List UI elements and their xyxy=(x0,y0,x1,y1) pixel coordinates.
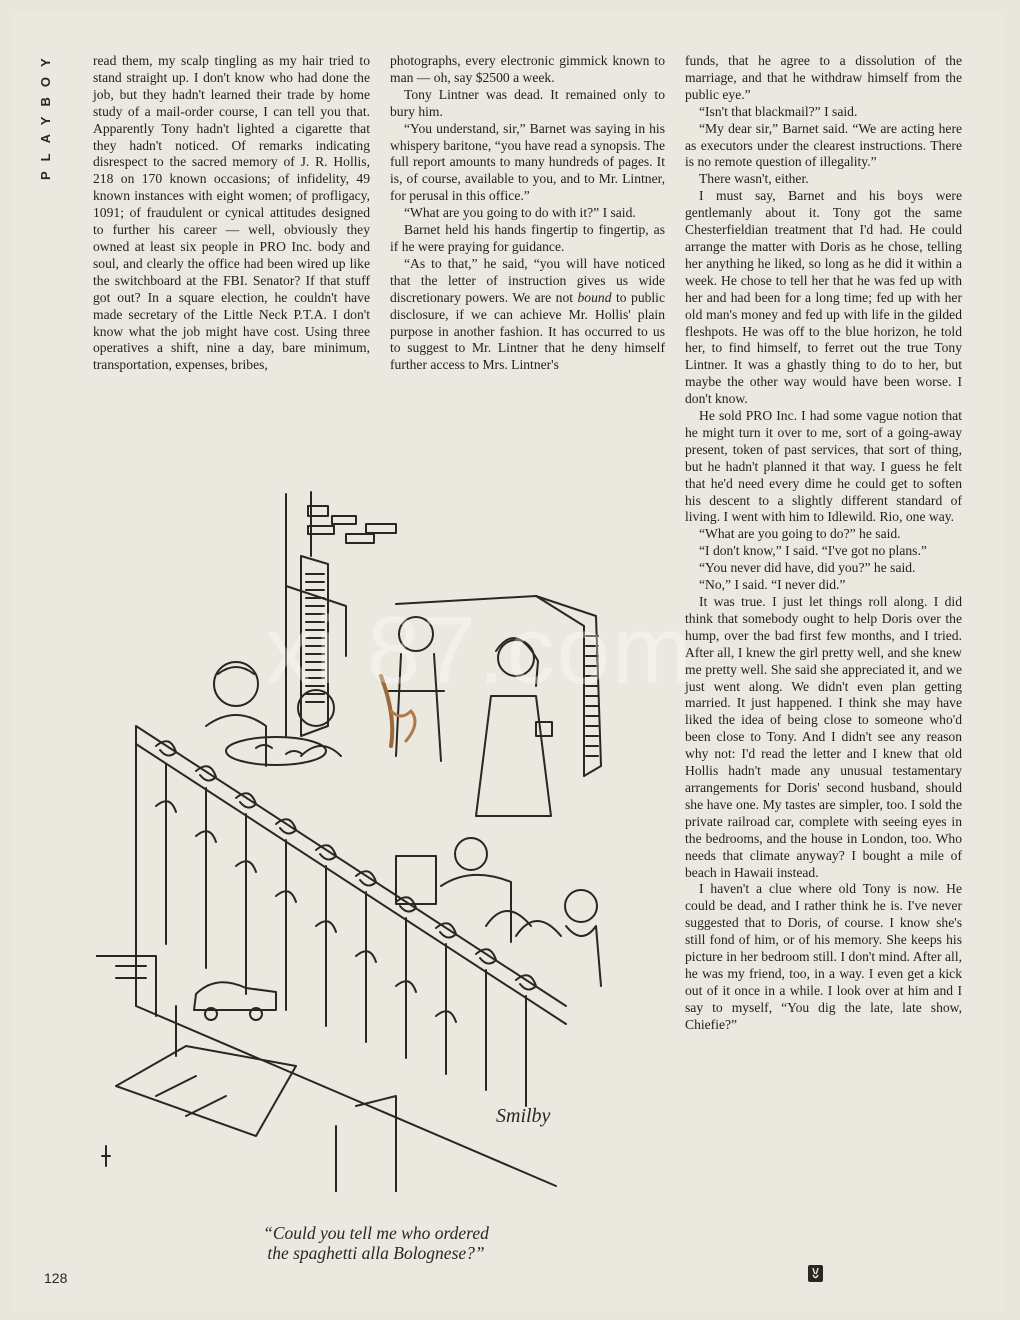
paragraph: “I don't know,” I said. “I've got no plans.” xyxy=(699,543,927,559)
paragraph: I haven't a clue where old Tony is now. He could be dead, and I rather think he is. I've never suggested that to Doris, of course. I know she's still fond of him, or of his memory. She keeps his picture in her bedroom still. I don't mind. After all, he was my friend, too, in a way. I even get a kick out of it once in a while. I look over at him and I say to myself, “You dig the late, late show, Chiefie?” xyxy=(685,881,962,1032)
diners-lower xyxy=(396,838,601,986)
paragraph: “No,” I said. “I never did.” xyxy=(699,577,846,593)
rabbit-head-end-mark-icon xyxy=(808,1265,823,1282)
paragraph: “My dear sir,” Barnet said. “We are acting here as executors under the clearest instructions. There is no remote question of illegality.” xyxy=(685,120,962,170)
paragraph: There wasn't, either. xyxy=(699,171,809,187)
paragraph-with-emphasis xyxy=(390,256,665,374)
article-column-3 xyxy=(685,53,962,1034)
paragraph-text: to public disclosure, if we can achieve Mr. Hollis' plain purpose in another fashion. It has occurred to us to suggest to Mr. Lintner that he deny himself further access to Mrs. Lintner's xyxy=(390,289,665,373)
paragraph: It was true. I just let things roll along. I did think that somebody ought to help Doris over the hump, over the bad first few months, and I tried. After all, I knew the girl pretty well, and she knew me pretty well. She said she appreciated it, and we just went along. We didn't even plan getting married. It just happened. I think she may have liked the idea of being close to someone who'd been close to Tony. And I didn't see any reason why not: I'd read the letter and I knew that old Hollis hadn't made any unusual testamentary arrangements for Doris' second husband, should she have one. My tastes are simpler, too. I sold the private railroad car, complete with seeing eyes in the bedrooms, and the house in London, too. Who needs that climate anyway? I bought a mile of beach in Hawaii instead. xyxy=(685,594,962,880)
caption-line-1: “Could you tell me who ordered xyxy=(263,1223,489,1243)
paragraph: “You never did have, did you?” he said. xyxy=(699,560,916,576)
paragraph: photographs, every electronic gimmick known to man — oh, say $2500 a week. xyxy=(390,53,665,85)
page-number: 128 xyxy=(44,1270,68,1286)
watermark: xi 87.com xyxy=(265,597,694,704)
paragraph: He sold PRO Inc. I had some vague notion that he might turn it over to me, sort of a going-away present, token of past services, that sort of thing, but he hadn't planned it that way. I guess he felt that he'd need every dime he could get to soften his descent to a slightly different standard of living. I went with him to Idlewild. Rio, one way. xyxy=(685,408,962,525)
paragraph: “What are you going to do with it?” I said. xyxy=(404,205,636,221)
paragraph: “What are you going to do?” he said. xyxy=(699,526,901,542)
paragraph: read them, my scalp tingling as my hair tried to stand straight up. I don't know who had done the job, but they hadn't learned their trade by home study of a mail-order course, I can tell you that. Apparently Tony hadn't lighted a cigarette that they hadn't noticed. Of remarks indicating disrespect to the sacred memory of J. R. Hollis, 218 on 170 known occasions; of infidelity, 49 known instances with eight women; of profligacy, 1091; of fraudulent or cynical attitudes designed to further his career — well, obviously they owned at least six people in PRO Inc. body and soul, and clearly the office had been wired up like the switchboard at the FBI. Senator? If that stuff got out? In a square election, he couldn't have made secretary of the Little Neck P.T.A. I don't know what the job might have cost. Using three operatives a shift, nine a day, bare minimum, transportation, expenses, bribes, xyxy=(93,53,370,373)
cartoon-caption xyxy=(96,1223,656,1263)
cartoonist-signature: Smilby xyxy=(496,1105,551,1127)
article-column-1 xyxy=(93,53,370,374)
paragraph: I must say, Barnet and his boys were gentlemanly about it. Tony got the same Chesterfieldian treatment that I'd had. He could arrange the matter with Doris as he chose, telling her anything he liked, so long as he did it within a week. He chose to tell her that he was fed up with her and had been for a long time; fed up with her old man's money and fed up with life in the gilded fleshpots. He was off to the blue horizon, he told her, to find himself, to ferret out the true Tony Lintner. It was a ghastly thing to do to her, but maybe the other way would have been worse. I don't know. xyxy=(685,188,962,407)
paragraph: funds, that he agree to a dissolution of the marriage, and that he withdraw himself from the public eye.” xyxy=(685,53,962,102)
paragraph: Tony Lintner was dead. It remained only to bury him. xyxy=(390,86,665,119)
paragraph: “Isn't that blackmail?” I said. xyxy=(699,103,858,119)
emphasis-word: bound xyxy=(577,289,612,305)
paragraph: “You understand, sir,” Barnet was saying in his whispery baritone, “you have read a synopsis. The full report amounts to many hundreds of pages. It is, of course, available to you, and to Mr. Lintner, for perusal in this office.” xyxy=(390,120,665,204)
shutters xyxy=(301,556,601,776)
caption-line-2: the spaghetti alla Bolognese?” xyxy=(267,1243,485,1263)
article-column-2 xyxy=(390,53,665,374)
waitress xyxy=(476,638,552,816)
running-title: PLAYBOY xyxy=(38,48,53,180)
building-pillar xyxy=(286,492,396,736)
paragraph: Barnet held his hands fingertip to fingertip, as if he were praying for guidance. xyxy=(390,222,665,254)
paragraph-text: “As to that,” he said, “you will have noticed that the letter of instruction gives us wide discretionary powers. We are not xyxy=(390,255,665,305)
cartoon-illustration xyxy=(96,486,671,1192)
waiter xyxy=(381,617,444,761)
